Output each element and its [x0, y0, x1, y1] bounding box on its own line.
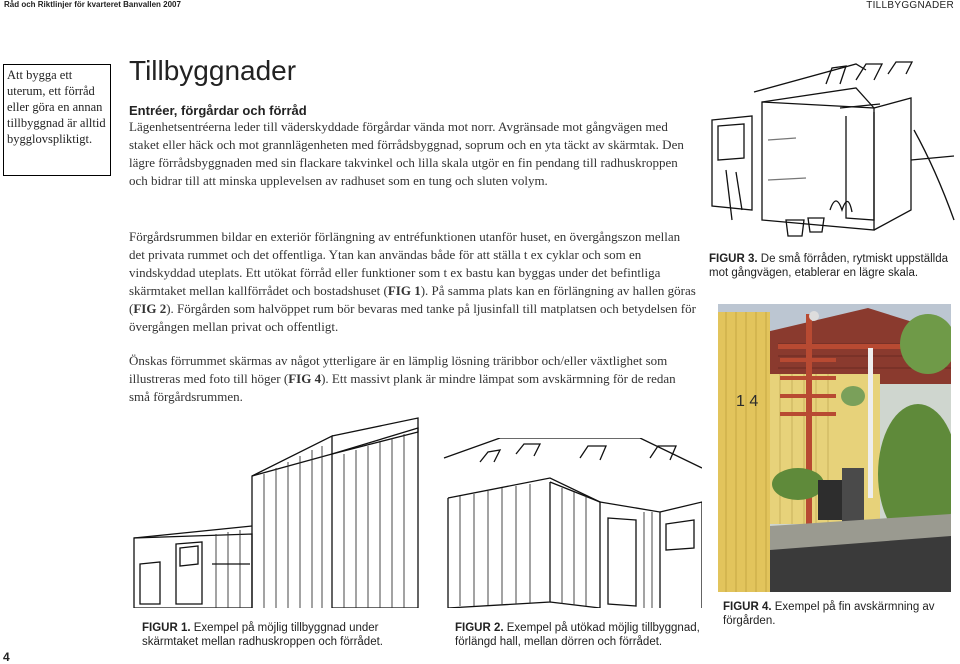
note-box: Att bygga ett uterum, ett förråd eller göra en annan tillbyggnad är alltid bygglovspliktigt. — [3, 64, 111, 176]
figure-4-photo — [718, 304, 951, 592]
section-label: TILLBYGGNADER — [866, 0, 954, 11]
figure-3-caption: FIGUR 3. De små förråden, rytmiskt uppställda mot gångvägen, etablerar en lägre skala. — [709, 253, 949, 279]
figure-ref-2: FIG 2 — [133, 301, 167, 316]
page-number: 4 — [3, 650, 10, 664]
page-header — [0, 0, 960, 12]
figure-1-caption: FIGUR 1. Exempel på möjlig tillbyggnad under skärmtaket mellan radhuskroppen och förrådet. — [142, 622, 383, 648]
figure-ref-4: FIG 4 — [288, 371, 322, 386]
paragraph-entrances: Lägenhetsentréerna leder till väderskyddade förgårdar vända mot norr. Avgränsade mot gångvägen med staket eller häck och mot grannlägenheten med förrådsbyggnad, soprum och en yta täckt av skärmtak. Den lägre förrådsbyggnaden med sin flackare takvinkel och lilla skala utgör en fin pendang till radhuskroppen och bidrar till att minska upplevelsen av radhuset som en tung och sluten volym. — [129, 119, 684, 188]
paragraph-screening: Önskas förrummet skärmas av något ytterligare är en lämplig lösning träribbor och/eller växtlighet som illustreras med foto till höger (FIG 4). Ett massivt plank är mindre lämpat som avskärmning för de redan små förgårdsrummen. — [129, 353, 676, 404]
figure-2-caption: FIGUR 2. Exempel på utökad möjlig tillbyggnad, förlängd hall, mellan dörren och förrådet. — [455, 622, 700, 648]
section-subheading: Entréer, förgårdar och förråd — [129, 103, 307, 118]
house-number: 1 4 — [736, 393, 759, 410]
figure-ref-1: FIG 1 — [387, 283, 421, 298]
paragraph-forecourt: Förgårdsrummen bildar en exteriör förlängning av entréfunktionen utanför huset, en övergångszon mellan det privata rummet och det offentliga. Ytan kan användas både för att ställa t ex cyklar och som en vindskyddad uteplats. Ett utökat förråd eller funktioner som t ex bastu kan byggas under det befintliga skärmtaket mellan kallförrådet och bostadshuset (FIG 1). På samma plats kan en förlängning av hallen göras (FIG 2). Förgården som halvöppet rum bör bevaras med tanke på ljusinfall till matplatsen och betydelsen för övergången mellan privat och offentligt. — [129, 229, 696, 334]
figure-1-sketch — [132, 414, 422, 608]
page-title: Tillbyggnader — [129, 55, 297, 86]
figure-3-sketch — [706, 60, 956, 240]
publication-title: Råd och Riktlinjer för kvarteret Banvallen 2007 — [4, 0, 181, 9]
figure-4-caption: FIGUR 4. Exempel på fin avskärmning av förgården. — [723, 601, 935, 627]
figure-2-sketch — [440, 438, 702, 608]
